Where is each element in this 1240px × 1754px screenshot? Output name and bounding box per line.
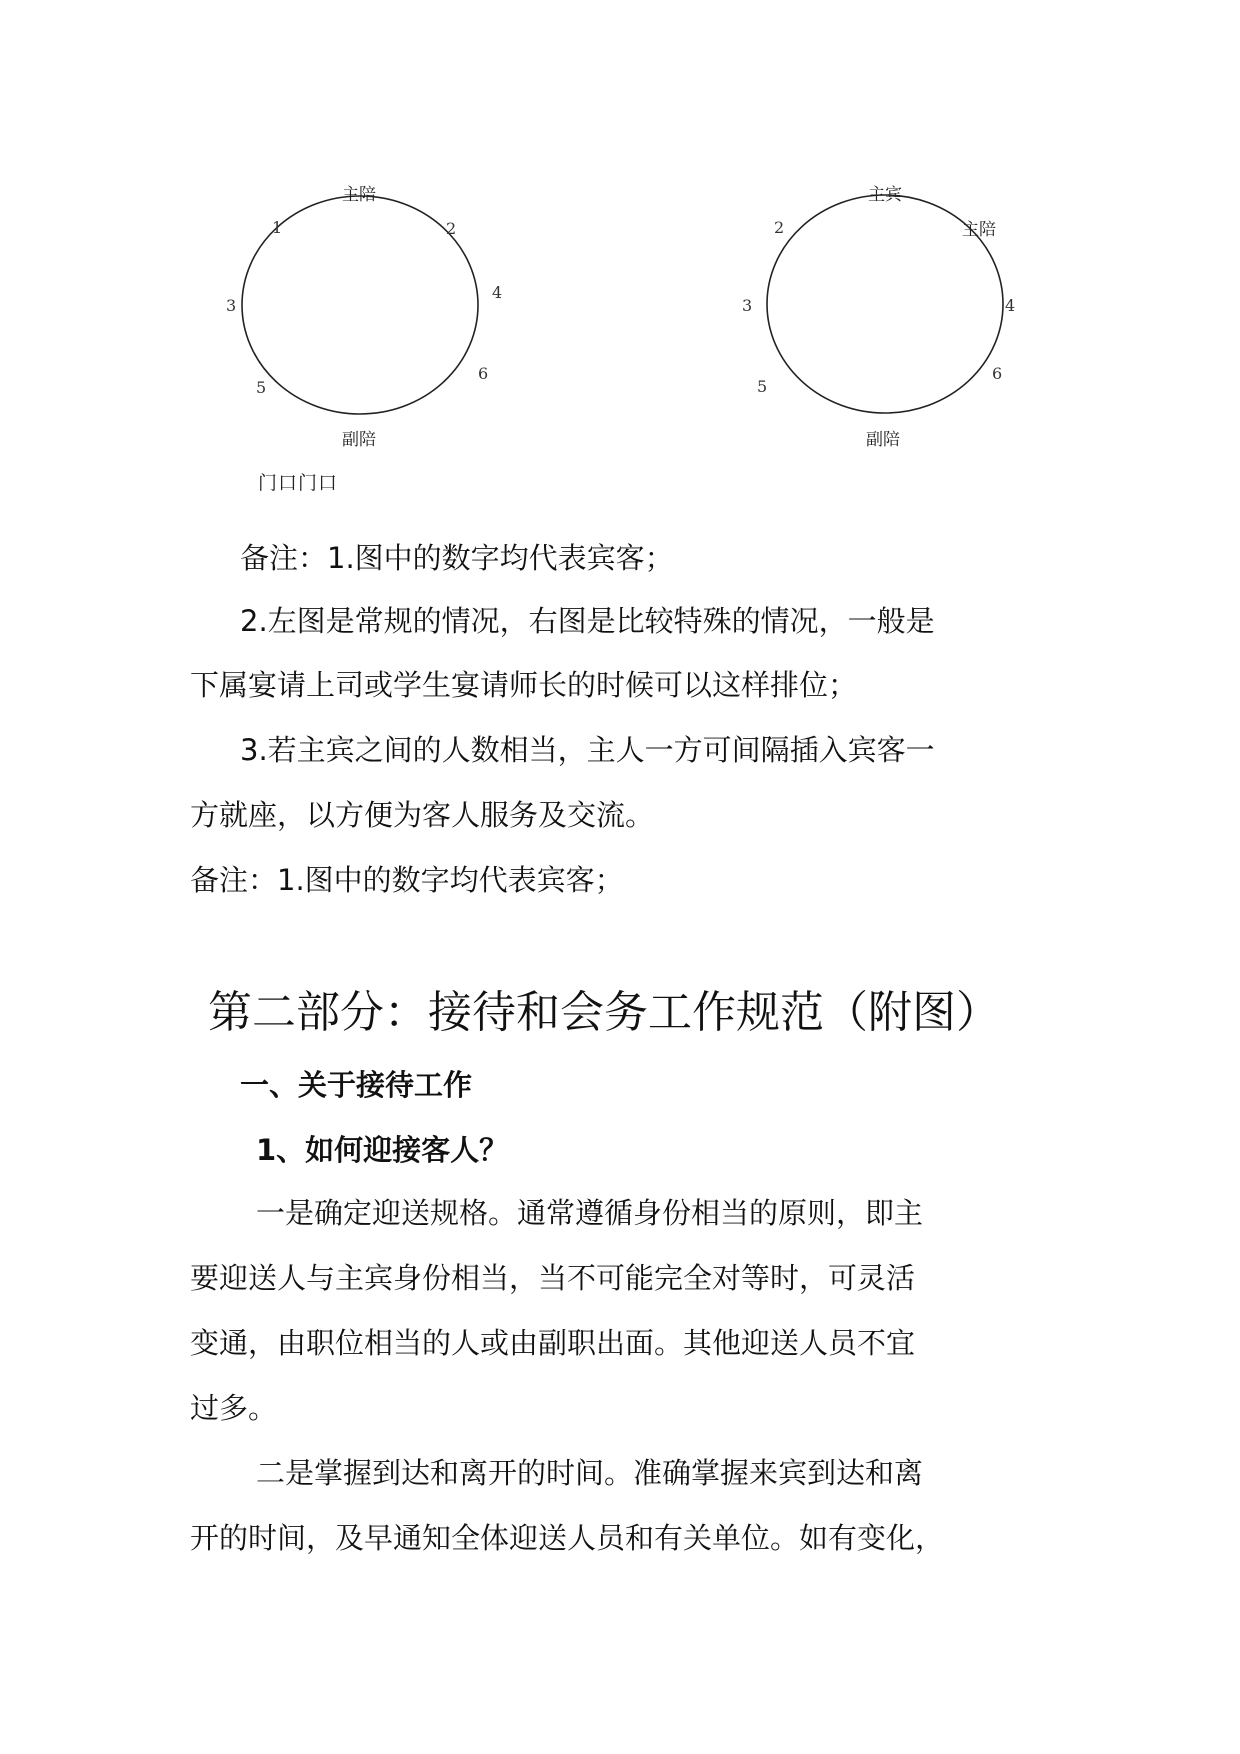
seat-number: 4 [1005, 296, 1016, 315]
body-line: 开的时间，及早通知全体迎送人员和有关单位。如有变化， [190, 1521, 945, 1555]
round-table-left [215, 170, 575, 460]
round-table-right [742, 170, 1102, 460]
subsection-heading: 一、关于接待工作 [240, 1068, 473, 1102]
seat-number: 1 [272, 218, 283, 237]
note-line-2a: 2.左图是常规的情况，右图是比较特殊的情况，一般是 [240, 604, 935, 638]
door-label: 门口门口 [258, 472, 339, 494]
note-line-1: 备注：1.图中的数字均代表宾客； [240, 541, 674, 575]
seat-number: 6 [478, 364, 489, 383]
note-line-4: 备注：1.图中的数字均代表宾客； [190, 863, 624, 897]
seating-diagram-left [215, 170, 575, 460]
seat-number: 2 [774, 218, 785, 237]
note-line-3b: 方就座，以方便为客人服务及交流。 [190, 798, 655, 832]
seat-number: 5 [757, 377, 768, 396]
seat-number: 2 [446, 219, 457, 238]
top-seat-label: 主陪 [342, 185, 376, 205]
body-line: 过多。 [190, 1391, 278, 1425]
question-heading: 1、如何迎接客人？ [256, 1133, 509, 1167]
note-line-2b: 下属宴请上司或学生宴请师长的时候可以这样排位； [190, 668, 858, 702]
seat-number: 4 [492, 283, 503, 302]
seat-number: 3 [742, 296, 753, 315]
top-seat-label: 主宾 [868, 185, 902, 205]
body-line: 要迎送人与主宾身份相当，当不可能完全对等时，可灵活 [190, 1261, 916, 1295]
seat-number: 3 [226, 296, 237, 315]
seat-number: 6 [992, 364, 1003, 383]
host-seat-label: 主陪 [962, 220, 996, 240]
bottom-seat-label: 副陪 [342, 430, 376, 450]
body-line: 变通，由职位相当的人或由副职出面。其他迎送人员不宜 [190, 1326, 916, 1360]
bottom-seat-label: 副陪 [866, 430, 900, 450]
body-line: 二是掌握到达和离开的时间。准确掌握来宾到达和离 [256, 1456, 924, 1490]
note-line-3a: 3.若主宾之间的人数相当，主人一方可间隔插入宾客一 [240, 733, 935, 767]
seating-diagram-right [742, 170, 1102, 460]
section-title: 第二部分：接待和会务工作规范（附图） [208, 987, 1000, 1038]
body-line: 一是确定迎送规格。通常遵循身份相当的原则，即主 [256, 1196, 924, 1230]
seat-number: 5 [256, 378, 267, 397]
